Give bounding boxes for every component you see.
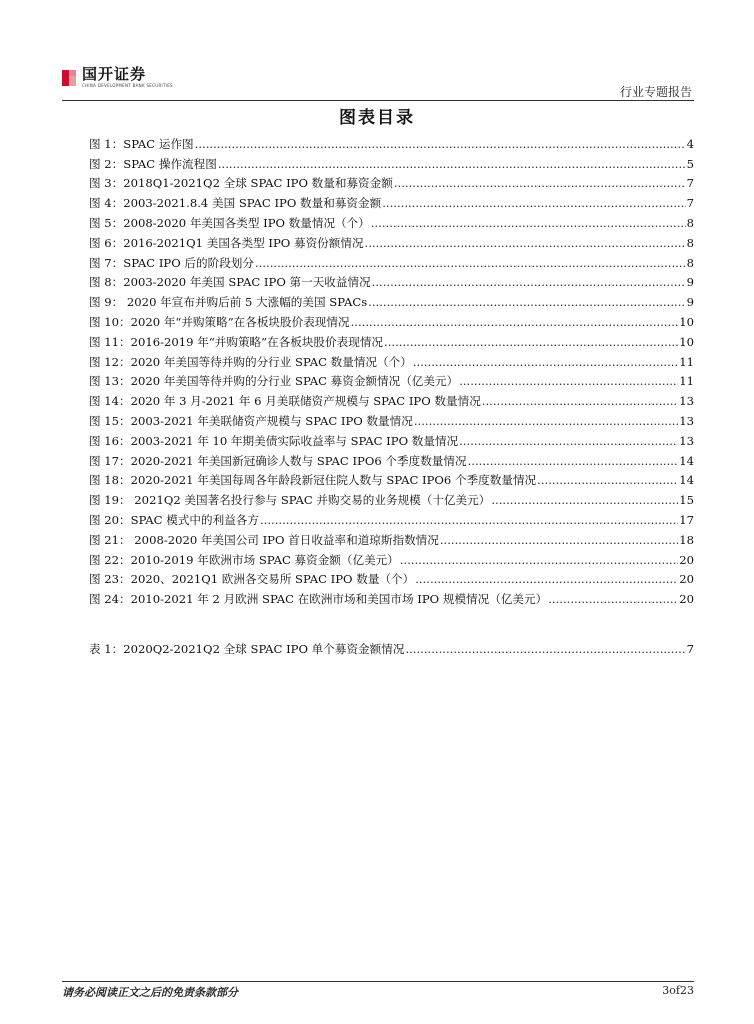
figure-entry-page: 5: [686, 156, 694, 171]
figure-entry-label: 图 11：2016-2019 年“并购策略”在各板块股价表现情况: [89, 334, 384, 349]
figure-entry-page: 15: [679, 493, 694, 508]
figure-entry-label: 图 4：2003-2021.8.4 美国 SPAC IPO 数量和募资金额: [89, 196, 382, 211]
dot-leader: [260, 513, 678, 527]
figure-entry-page: 14: [679, 453, 694, 468]
figure-entry-page: 14: [679, 473, 694, 488]
table-list: [89, 636, 694, 656]
figure-entry[interactable]: [89, 428, 694, 448]
figure-entry-label: 图 15：2003-2021 年美联储资产规模与 SPAC IPO 数量情况: [89, 413, 413, 428]
figure-entry-page: 7: [686, 196, 694, 211]
footer-disclaimer: 请务必阅读正文之后的免责条款部分: [62, 986, 238, 999]
figure-entry-label: 图 2：SPAC 操作流程图: [89, 156, 217, 171]
logo-name-en: CHINA DEVELOPMENT BANK SECURITIES: [82, 83, 173, 88]
figure-entry-page: 17: [679, 512, 694, 527]
figure-entry[interactable]: [89, 487, 694, 507]
figure-entry-label: 图 20：SPAC 模式中的利益各方: [89, 512, 259, 527]
figure-entry[interactable]: [89, 388, 694, 408]
figure-entry[interactable]: [89, 468, 694, 488]
dot-leader: [255, 256, 686, 270]
logo-mark-icon: [62, 70, 76, 86]
figure-entry-page: 20: [679, 572, 694, 587]
figure-entry[interactable]: [89, 151, 694, 171]
logo-name-cn: 国开证券: [82, 65, 147, 83]
figure-entry-label: 图 23：2020、2021Q1 欧洲各交易所 SPAC IPO 数量（个）: [89, 572, 415, 587]
figure-entry-label: 图 24：2010-2021 年 2 月欧洲 SPAC 在欧洲市场和美国市场 IPO 规模情况（亿美元）: [89, 592, 548, 607]
dot-leader: [351, 315, 679, 329]
dot-leader: [482, 394, 678, 408]
page-header: [62, 66, 694, 102]
figure-entry-page: 8: [686, 255, 694, 270]
figure-entry-label: 图 8：2003-2020 年美国 SPAC IPO 第一天收益情况: [89, 275, 371, 290]
figure-entry-page: 11: [679, 354, 694, 369]
dot-leader: [405, 642, 685, 656]
dot-leader: [440, 533, 678, 547]
figure-entry[interactable]: [89, 369, 694, 389]
figure-entry-page: 7: [686, 176, 694, 191]
figure-entry[interactable]: [89, 547, 694, 567]
dot-leader: [371, 216, 686, 230]
figure-entry[interactable]: [89, 309, 694, 329]
figure-entry-label: 图 22：2010-2019 年欧洲市场 SPAC 募资金额（亿美元）: [89, 552, 399, 567]
toc-title: 图表目录: [339, 108, 415, 128]
figure-entry-label: 图 14：2020 年 3 月-2021 年 6 月美联储资产规模与 SPAC IPO 数量情况: [89, 394, 481, 409]
figure-entry-page: 9: [686, 295, 694, 310]
figure-entry-label: 图 17：2020-2021 年美国新冠确诊人数与 SPAC IPO6 个季度数量情况: [89, 453, 467, 468]
figure-entry[interactable]: [89, 567, 694, 587]
figure-entry-page: 13: [679, 433, 694, 448]
figure-entry-label: 图 9： 2020 年宣布并购后前 5 大涨幅的美国 SPACs: [89, 295, 368, 310]
table-entry-page: 7: [686, 641, 694, 656]
figure-entry[interactable]: [89, 408, 694, 428]
figure-entry-page: 8: [686, 215, 694, 230]
figure-entry-label: 图 12：2020 年美国等待并购的分行业 SPAC 数量情况（个）: [89, 354, 412, 369]
figure-entry-page: 20: [679, 592, 694, 607]
figure-entry[interactable]: [89, 527, 694, 547]
figure-entry[interactable]: [89, 329, 694, 349]
figure-entry[interactable]: [89, 230, 694, 250]
figure-entry-page: 18: [679, 532, 694, 547]
figure-entry-page: 8: [686, 235, 694, 250]
figure-entry-label: 图 6：2016-2021Q1 美国各类型 IPO 募资份额情况: [89, 235, 364, 250]
report-type-label: 行业专题报告: [619, 85, 692, 99]
figure-entry[interactable]: [89, 210, 694, 230]
footer-divider: [62, 981, 694, 982]
figure-entry-page: 10: [679, 334, 694, 349]
dot-leader: [459, 374, 678, 388]
figure-entry-page: 10: [679, 314, 694, 329]
dot-leader: [548, 592, 678, 606]
dot-leader: [491, 493, 678, 507]
dot-leader: [382, 196, 685, 210]
dot-leader: [459, 434, 678, 448]
figure-entry[interactable]: [89, 250, 694, 270]
figure-entry[interactable]: [89, 289, 694, 309]
header-divider: [62, 100, 694, 101]
figure-entry-label: 图 3：2018Q1-2021Q2 全球 SPAC IPO 数量和募资金额: [89, 176, 393, 191]
figure-entry-page: 9: [686, 275, 694, 290]
dot-leader: [394, 176, 686, 190]
figure-entry-label: 图 7：SPAC IPO 后的阶段划分: [89, 255, 254, 270]
page-number: 3of23: [662, 984, 694, 997]
dot-leader: [414, 414, 678, 428]
dot-leader: [368, 295, 685, 309]
figure-entry-page: 20: [679, 552, 694, 567]
figure-entry[interactable]: [89, 171, 694, 191]
dot-leader: [415, 572, 678, 586]
figure-entry-label: 图 18：2020-2021 年美国每周各年龄段新冠住院人数与 SPAC IPO6 个季度数量情况: [89, 473, 537, 488]
figure-entry[interactable]: [89, 190, 694, 210]
figure-entry-page: 13: [679, 413, 694, 428]
dot-leader: [372, 275, 686, 289]
figure-entry-label: 图 13：2020 年美国等待并购的分行业 SPAC 募资金额情况（亿美元）: [89, 374, 459, 389]
figure-entry-page: 11: [679, 374, 694, 389]
figure-entry[interactable]: [89, 349, 694, 369]
dot-leader: [195, 137, 686, 151]
dot-leader: [365, 236, 686, 250]
dot-leader: [384, 335, 678, 349]
figure-entry-label: 图 16：2003-2021 年 10 年期美债实际收益率与 SPAC IPO 数量情况: [89, 433, 459, 448]
figure-entry-label: 图 1：SPAC 运作图: [89, 136, 194, 151]
figure-entry-label: 图 19： 2021Q2 美国著名投行参与 SPAC 并购交易的业务规模（十亿美元）: [89, 493, 491, 508]
company-logo: [62, 66, 173, 89]
table-entry[interactable]: [89, 636, 694, 656]
table-entry-label: 表 1：2020Q2-2021Q2 全球 SPAC IPO 单个募资金额情况: [89, 641, 405, 656]
dot-leader: [400, 553, 678, 567]
figure-list: [89, 131, 694, 606]
figure-entry[interactable]: [89, 586, 694, 606]
figure-entry-page: 4: [686, 136, 694, 151]
dot-leader: [468, 454, 679, 468]
figure-entry[interactable]: [89, 448, 694, 468]
figure-entry-page: 13: [679, 394, 694, 409]
figure-entry[interactable]: [89, 270, 694, 290]
dot-leader: [218, 157, 686, 171]
dot-leader: [537, 473, 678, 487]
figure-entry-label: 图 5：2008-2020 年美国各类型 IPO 数量情况（个）: [89, 215, 370, 230]
figure-entry[interactable]: [89, 507, 694, 527]
figure-entry[interactable]: [89, 131, 694, 151]
dot-leader: [413, 355, 678, 369]
figure-entry-label: 图 10：2020 年“并购策略”在各板块股价表现情况: [89, 314, 350, 329]
figure-entry-label: 图 21： 2008-2020 年美国公司 IPO 首日收益率和道琼斯指数情况: [89, 532, 439, 547]
